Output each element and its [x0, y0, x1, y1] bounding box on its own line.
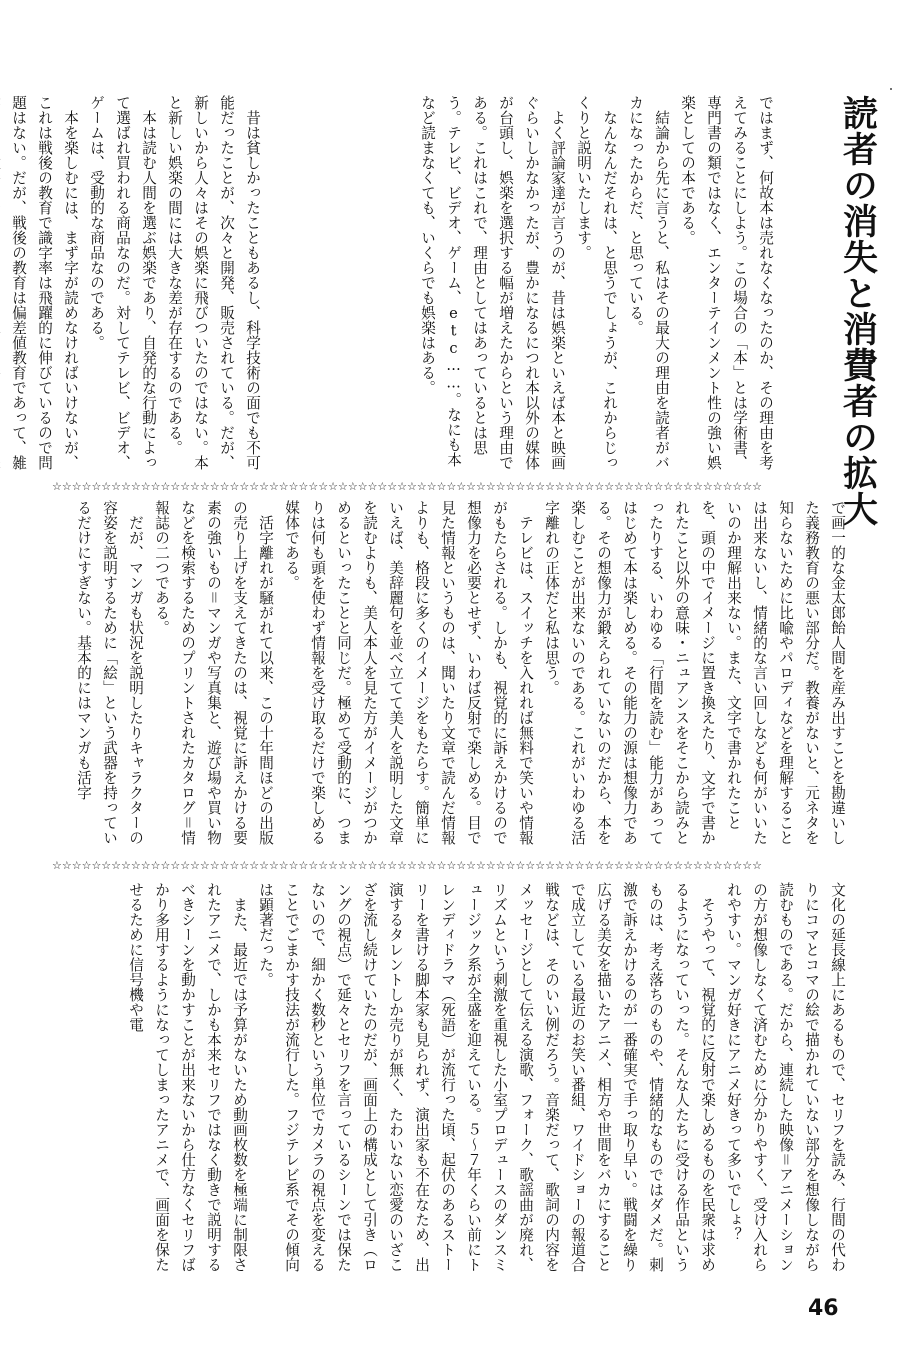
bottom-text-block: [60, 882, 850, 1282]
paragraph: ではまず、何故本は売れなくなったのか、その理由を考えてみることにしよう。この場合の「本」とは学術書、専門書の類ではなく、エンターテインメント性の強い娯楽としての本である。: [679, 95, 774, 470]
paragraph: 昔は貧しかったこともあるし、科学技術の面でも不可能だったことが、次々と開発、販売されている。だが、新しいから人々はその娯楽に飛びついたのではない。本と新しい娯楽の間には大きな差が存在するのである。: [166, 95, 261, 470]
paragraph: で画一的な金太郎飴人間を産み出すことを勘違いした義務教育の悪い部分だ。教養がないと、元ネタを知らないために比喩やパロディなどを理解することは出来ないし、情緒的な言い回しなども何がいいたいのか理解出来ない。また、文字で書かれたことを、頭の中でイメージに置き換えたり、文字で書かれたこと以外の意味・ニュアンスをそこから読みとったりする、いわゆる「行間を読む」能力があってはじめて本は楽しめる。その能力の源は想像力である。その想像力が鍛えられていないのだから、本を楽しむことが出来ないのである。これがいわゆる活字離れの正体だと私は思う。: [543, 500, 846, 845]
paragraph: 文化の延長線上にあるもので、セリフを読み、行間の代わりにコマとコマの絵で描かれていない部分を想像しながら読むものである。だから、連続した映像＝アニメーションの方が想像しなくて済むために分かりやすく、受け入れられやすい。マンガ好きにアニメ好きって多いでしょ？: [725, 882, 846, 1272]
star-divider: ☆☆☆☆☆☆☆☆☆☆☆☆☆☆☆☆☆☆☆☆☆☆☆☆☆☆☆☆☆☆☆☆☆☆☆☆☆☆☆☆☆☆☆☆☆☆☆☆☆☆☆☆☆☆☆☆☆☆☆☆☆☆☆☆☆☆☆☆☆☆☆☆: [52, 480, 763, 493]
paragraph: だが、マンガも状況を説明したりキャラクターの容姿を説明するために「絵」という武器を持っているだけにすぎない。基本的にはマンガも活字: [75, 500, 144, 845]
paragraph: テレビは、スイッチを入れれば無料で笑いや情報がもたらされる。しかも、視覚的に訴えかけるので想像力を必要とせず、いわば反射で楽しめる。目で見た情報というものは、聞いたり文章で読んだ情報よりも、格段に多くのイメージをもたらす。簡単にいえば、美辞麗句を並べ立てて美人を説明した文章を読むよりも、美人本人を見た方がイメージがつかめるといったことと同じだ。極めて受動的に、つまりは何も頭を使わず情報を受け取るだけで楽しめる媒体である。: [283, 500, 534, 845]
paragraph: なんなんだそれは、と思うでしょうが、これからじっくりと説明いたします。: [575, 95, 618, 470]
paragraph: 結論から先に言うと、私はその最大の理由を読者がバカになったからだ、と思っている。: [627, 95, 670, 470]
top-text-block-left: [10, 95, 265, 480]
star-divider: ☆☆☆☆☆☆☆☆☆☆☆☆☆☆☆☆☆☆☆☆☆☆☆☆☆☆☆☆☆☆☆☆☆☆☆☆☆☆☆☆☆☆☆☆☆☆☆☆☆☆☆☆☆☆☆☆☆☆☆☆☆☆☆☆☆☆☆☆☆☆☆☆: [52, 859, 763, 872]
top-text-block-right: [278, 95, 778, 480]
paragraph: 本を楽しむには、まず字が読めなければいけないが、これは戦後の教育で識字率は飛躍的に伸びているので問題はない。だが、戦後の教育は偏差値教育であって、雑: [10, 95, 79, 470]
paragraph: よく評論家達が言うのが、昔は娯楽といえば本と映画ぐらいしかなかったが、豊かになるにつれ本以外の媒体が台頭し、娯楽を選択する幅が増えたからという理由である。これはこれで、理由としてはあっているとは思う。テレビ、ビデオ、ゲーム、etc……。なにも本など読まなくても、いくらでも娯楽はある。: [419, 95, 566, 470]
middle-text-block: [60, 500, 850, 850]
page-number: 46: [808, 1296, 839, 1321]
paragraph: 活字離れが騒がれて以来、この十年間ほどの出版の売り上げを支えてきたのは、視覚に訴えかける要素の強いもの＝マンガや写真集と、遊び場や買い物などを検索するためのプリントされたカタログ＝情報誌の二つである。: [153, 500, 274, 845]
paragraph: 本は読む人間を選ぶ娯楽であり、自発的な行動によって選ばれ買われる商品なのだ。対してテレビ、ビデオ、ゲームは、受動的な商品なのである。: [88, 95, 157, 470]
print-speck: [890, 88, 892, 90]
paragraph: そうやって、視覚的に反射で楽しめるものを民衆は求めるようになっていった。そんな人たちに受ける作品というものは、考え落ちのものや、情緒的なものではダメだ。刺激で訴えかけるのが一番確実で手っ取り早い。戦闘を繰り広げる美女を描いたアニメ、相方や世間をバカにすることで成立している最近のお笑い番組、ワイドショーの報道合戦などは、そのいい例だろう。音楽だって、歌詞の内容をメッセージとして伝える演歌、フォーク、歌謡曲が廃れ、リズムという刺激を重視した小室プロデュースのダンスミュージック系が全盛を迎えている。５～７年くらい前にトレンディドラマ（死語）が流行った頃、起伏のあるストーリーを書ける脚本家も見られず、演出家も不在なため、出演するタレントしか売りが無く、たわいない恋愛のいざこざを流し続けていたのだが、画面上の構成として引き（ロングの視点）で延々とセリフを言っているシーンでは保たないので、細かく数秒という単位でカメラの視点を変えることでごまかす技法が流行した。フジテレビ系でその傾向は顕著だった。: [257, 882, 716, 1272]
article-title: 読者の消失と消費者の拡大: [837, 95, 878, 527]
paragraph: また、最近では予算がないため動画枚数を極端に制限されたアニメで、しかも本来セリフではなく動きで説明するべきシーンを動かすことが出来ないから仕方なくセリフばかり多用するようになってしまったアニメで、画面を保たせるために信号機や電: [127, 882, 248, 1272]
